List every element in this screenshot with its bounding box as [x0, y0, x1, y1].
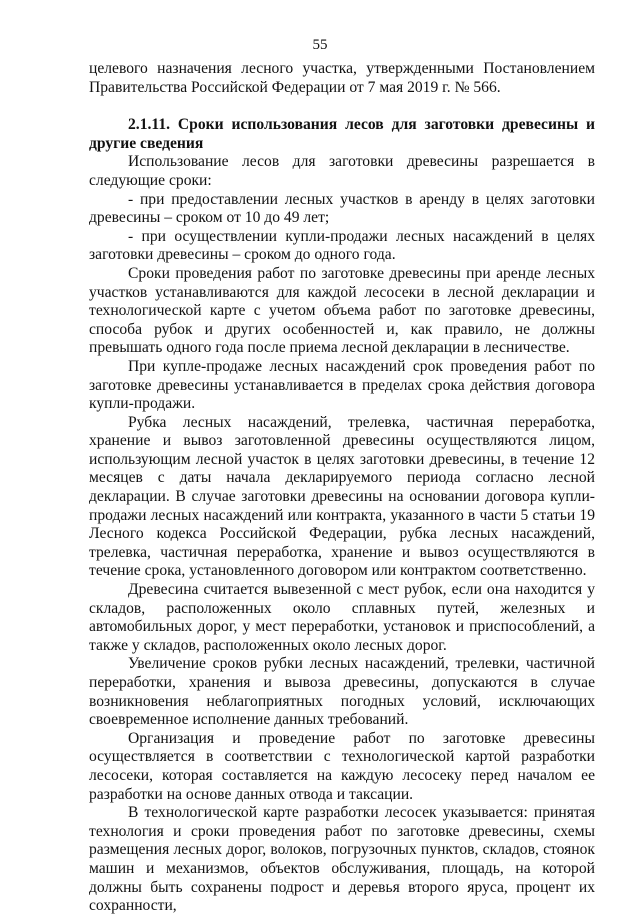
paragraph: В технологической карте разработки лесосек указывается: принятая технология и сроки проведения работ по заготовке древесины, схемы размещения лесных дорог, волоков, погрузочных пунктов, складов, стоянок машин и механизмов, объектов обслуживания, площадь, на которой должны быть сохранены подрост и деревья второго яруса, процент их сохранности, — [89, 804, 595, 915]
paragraph: Организация и проведение работ по заготовке древесины осуществляется в соответствии с технологической картой разработки лесосеки, которая составляется на каждую лесосеку перед началом ее разработки на основе данных отвода и таксации. — [89, 729, 595, 803]
paragraph: Увеличение сроков рубки лесных насаждений, трелевки, частичной переработки, хранения и вывоза древесины, допускаются в случае возникновения неблагоприятных погодных условий, исключающих своевременное исполнение данных требований. — [89, 655, 595, 729]
paragraph-continuation: целевого назначения лесного участка, утвержденными Постановлением Правительства Российской Федерации от 7 мая 2019 г. № 566. — [89, 60, 595, 96]
list-item: - при осуществлении купли-продажи лесных насаждений в целях заготовки древесины – сроком до одного года. — [89, 227, 595, 264]
document-body — [89, 60, 595, 916]
section-heading: 2.1.11. Сроки использования лесов для заготовки древесины и другие сведения — [89, 116, 595, 152]
paragraph: При купле-продаже лесных насаждений срок проведения работ по заготовке древесины устанавливается в пределах срока действия договора купли-продажи. — [89, 357, 595, 413]
paragraph: Использование лесов для заготовки древесины разрешается в следующие сроки: — [89, 153, 595, 189]
paragraph: Рубка лесных насаждений, трелевка, частичная переработка, хранение и вывоз заготовленной древесины осуществляются лицом, использующим лесной участок в целях заготовки древесины, в течение 12 месяцев с даты начала декларируемого периода согласно лесной декларации. В случае заготовки древесины на основании договора купли-продажи лесных насаждений или контракта, указанного в части 5 статьи 19 Лесного кодекса Российской Федерации, рубка лесных насаждений, трелевка, частичная переработка, хранение и вывоз осуществляются в течение срока, установленного договором или контрактом соответственно. — [89, 413, 595, 580]
list-item: - при предоставлении лесных участков в аренду в целях заготовки древесины – сроком от 10 до 49 лет; — [89, 190, 595, 227]
page-number: 55 — [312, 37, 328, 53]
paragraph: Древесина считается вывезенной с мест рубок, если она находится у складов, расположенных около сплавных путей, железных и автомобильных дорог, у мест переработки, установок и приспособлений, а также у складов, расположенных около лесных дорог. — [89, 581, 595, 654]
paragraph: Сроки проведения работ по заготовке древесины при аренде лесных участков устанавливаются для каждой лесосеки в лесной декларации и технологической карте с учетом объема работ по заготовке древесины, способа рубок и других особенностей и, как правило, не должны превышать одного года после приема лесной декларации в лесничестве. — [89, 264, 595, 357]
